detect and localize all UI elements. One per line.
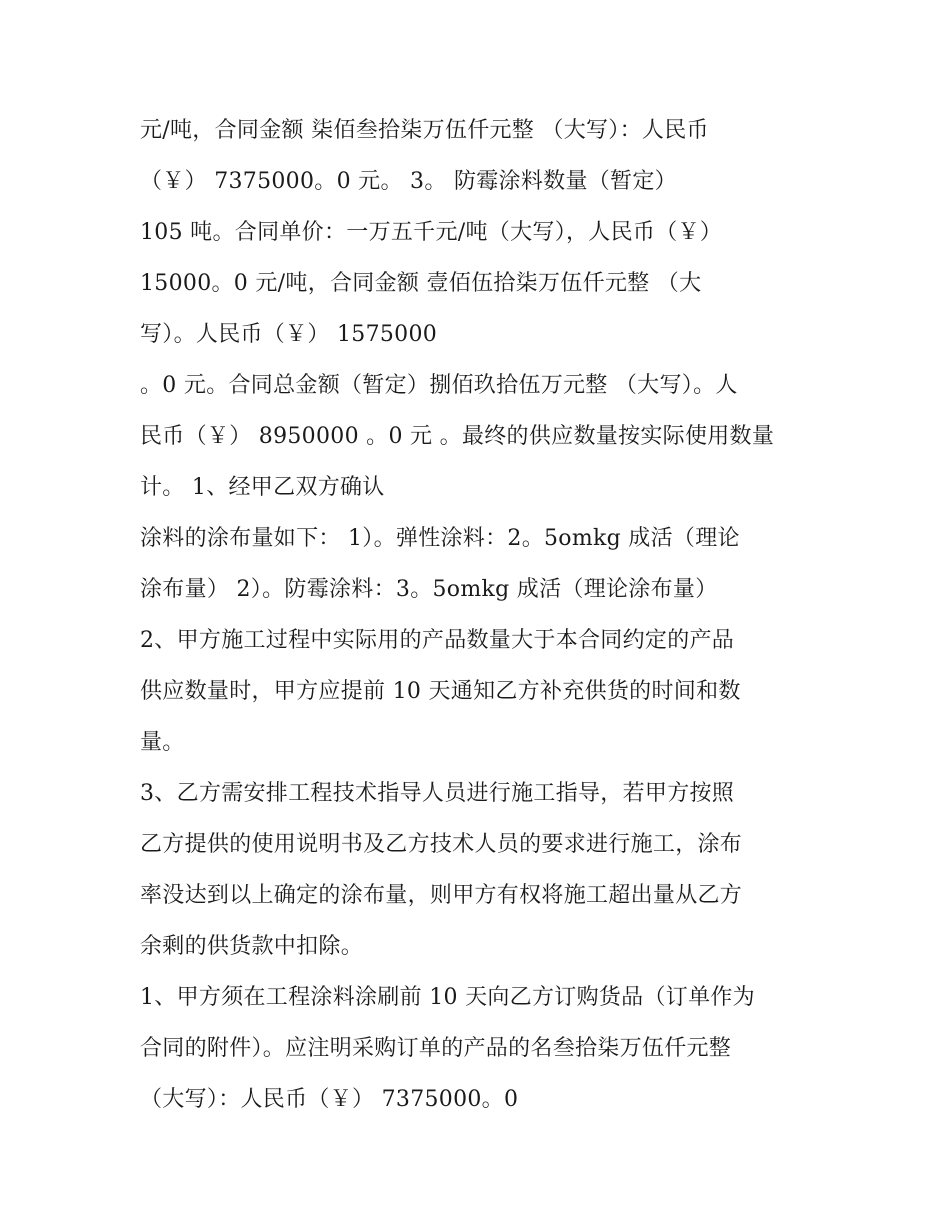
text-line: 写）。人民币（￥） 1575000 (140, 322, 438, 347)
text-line: 合同的附件）。应注明采购订单的产品的名叁拾柒万伍仟元整 (140, 1036, 732, 1061)
text-line: 元/吨，合同金额 柒佰叁拾柒万伍仟元整 （大写）：人民币 (140, 118, 709, 143)
text-line: 涂料的涂布量如下： 1）。弹性涂料：2。5omkg 成活（理论 (140, 526, 740, 551)
text-line: 供应数量时，甲方应提前 10 天通知乙方补充供货的时间和数 (140, 679, 741, 704)
text-line: 涂布量） 2）。防霉涂料：3。5omkg 成活（理论涂布量） (140, 577, 718, 602)
text-line: 1、甲方须在工程涂料涂刷前 10 天向乙方订购货品（订单作为 (140, 985, 755, 1010)
text-line: 105 吨。合同单价：一万五千元/吨（大写），人民币（￥） (140, 220, 723, 245)
text-line: 率没达到以上确定的涂布量，则甲方有权将施工超出量从乙方 (140, 883, 743, 908)
document-body (140, 105, 830, 1125)
text-line: （￥） 7375000。0 元。 3。 防霉涂料数量（暂定） (140, 169, 677, 194)
text-line: 3、乙方需安排工程技术指导人员进行施工指导，若甲方按照 (140, 781, 735, 806)
text-line: 余剩的供货款中扣除。 (140, 934, 364, 959)
text-line: （大写）：人民币（￥） 7375000。0 (140, 1087, 519, 1112)
text-line: 民币（￥） 8950000 。0 元 。最终的供应数量按实际使用数量 (140, 424, 775, 449)
text-line: 15000。0 元/吨，合同金额 壹佰伍拾柒万伍仟元整 （大 (140, 271, 702, 296)
text-line: 计。 1、经甲乙双方确认 (140, 475, 385, 500)
text-line: 乙方提供的使用说明书及乙方技术人员的要求进行施工，涂布 (140, 832, 743, 857)
text-line: 2、甲方施工过程中实际用的产品数量大于本合同约定的产品 (140, 628, 735, 653)
text-line: 。0 元。合同总金额（暂定）捌佰玖拾伍万元整 （大写）。人 (140, 373, 738, 398)
text-line: 量。 (140, 730, 185, 755)
